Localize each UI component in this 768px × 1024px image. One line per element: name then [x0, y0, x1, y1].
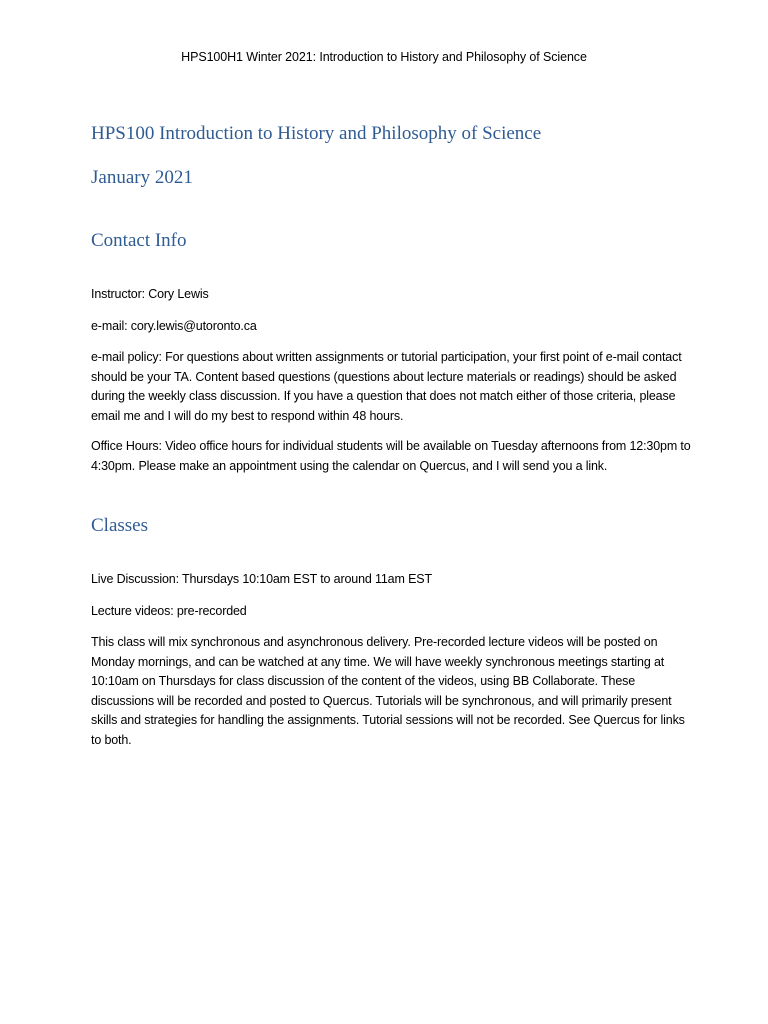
contact-info-heading: Contact Info: [91, 230, 187, 251]
document-body: [91, 121, 691, 750]
running-header: HPS100H1 Winter 2021: Introduction to History and Philosophy of Science: [181, 50, 587, 64]
office-hours-paragraph: Office Hours: Video office hours for individual students will be available on Tuesday afternoons from 12:30pm to 4:30pm. Please make an appointment using the calendar on Quercus, and I will send you a link.: [91, 439, 691, 473]
document-date: January 2021: [91, 167, 193, 188]
document-title: HPS100 Introduction to History and Philosophy of Science: [91, 123, 542, 144]
classes-heading: Classes: [91, 515, 148, 536]
email-policy-paragraph: e-mail policy: For questions about written assignments or tutorial participation, your first point of e-mail contact should be your TA. Content based questions (questions about lecture materials or readings) should be asked during the weekly class discussion. If you have a question that does not match either of those criteria, please email me and I will do my best to respond within 48 hours.: [91, 350, 682, 423]
instructor-line: Instructor: Cory Lewis: [91, 287, 209, 301]
lecture-videos-line: Lecture videos: pre-recorded: [91, 603, 247, 618]
email-line: e-mail: cory.lewis@utoronto.ca: [91, 318, 257, 333]
live-discussion-line: Live Discussion: Thursdays 10:10am EST to around 11am EST: [91, 572, 432, 586]
classes-description-paragraph: This class will mix synchronous and asynchronous delivery. Pre-recorded lecture videos will be posted on Monday mornings, and can be watched at any time. We will have weekly synchronous meetings starting at 10:10am on Thursdays for class discussion of the content of the videos, using BB Collaborate. These discussions will be recorded and posted to Quercus. Tutorials will be synchronous, and will primarily present skills and strategies for handling the assignments. Tutorial sessions will not be recorded. See Quercus for links to both.: [91, 635, 685, 747]
